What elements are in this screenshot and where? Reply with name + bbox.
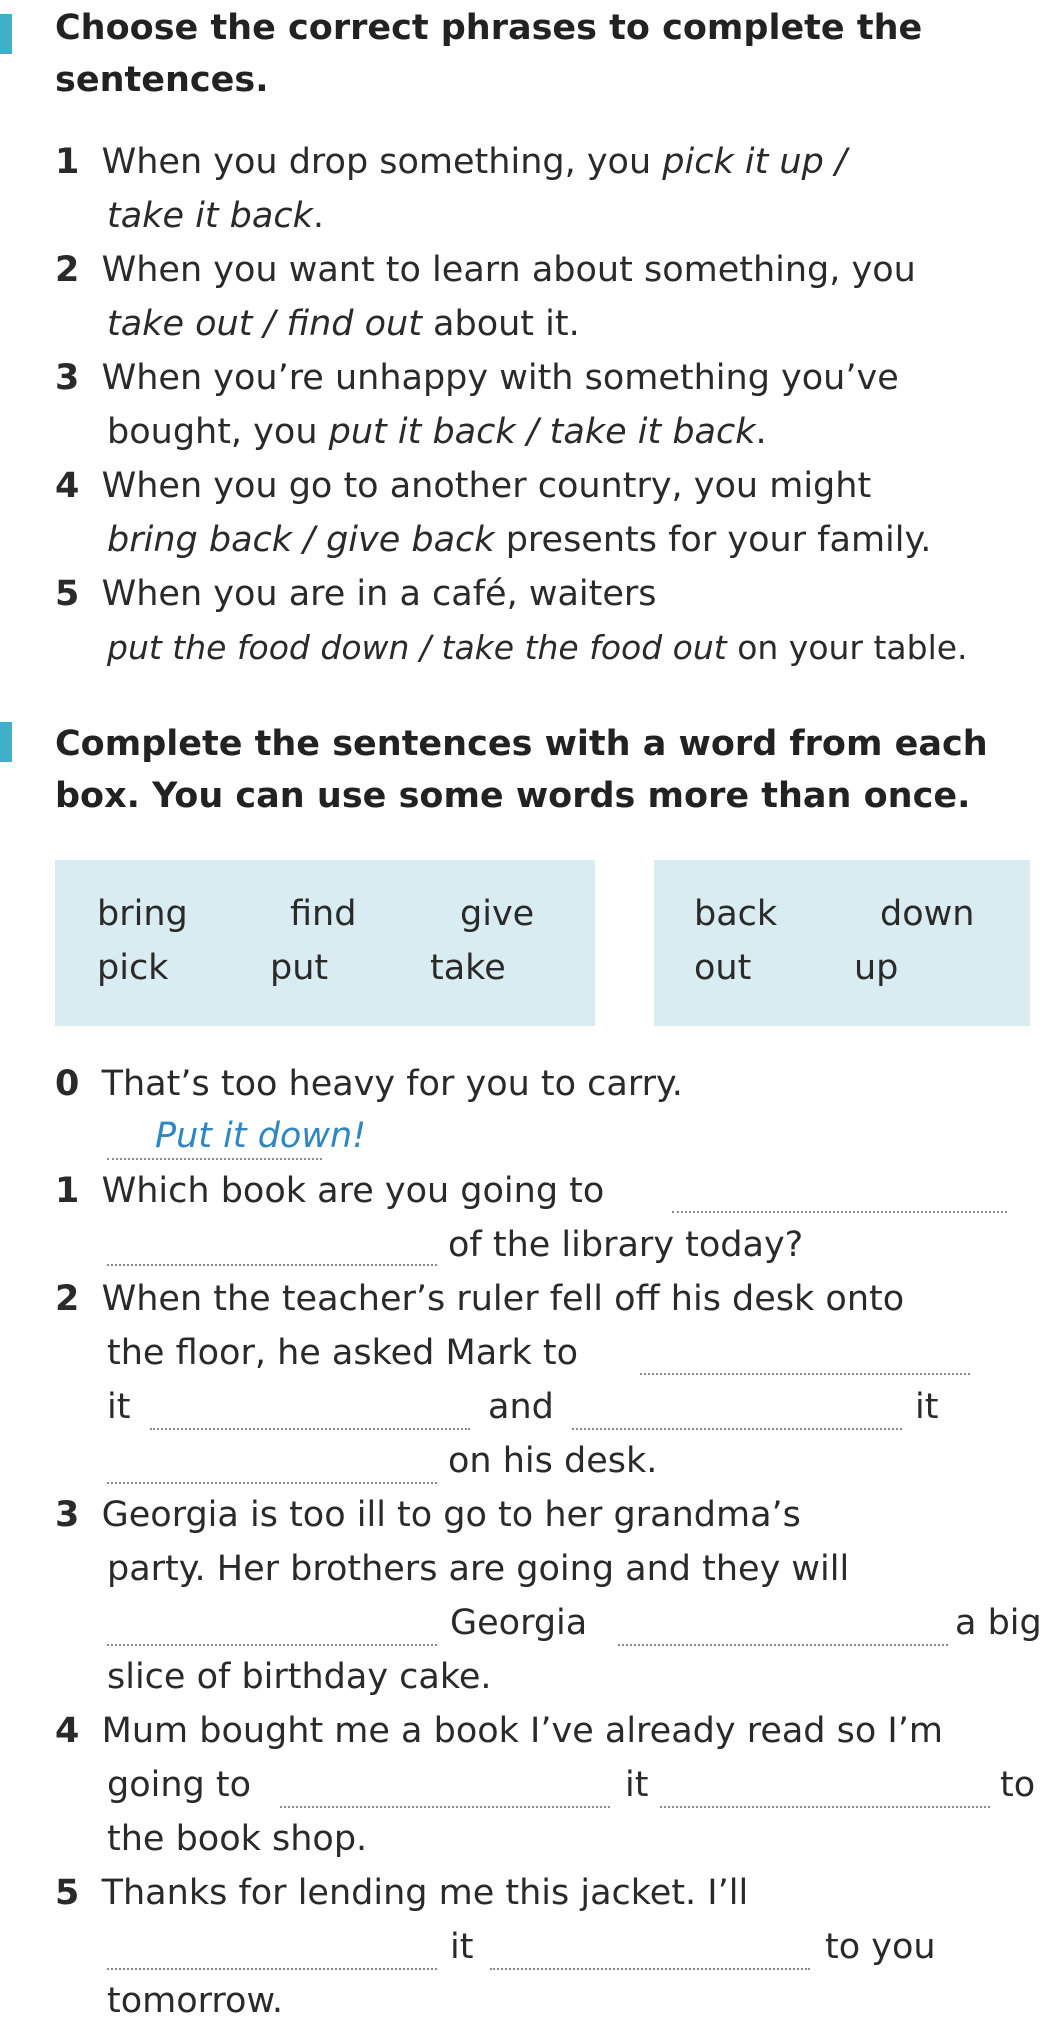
- ex1-item-5-line-1: [55, 568, 657, 620]
- ex2-item-1-line-2: of the library today?: [448, 1225, 804, 1265]
- item-number: 4: [55, 1711, 80, 1751]
- item-text: about it.: [421, 304, 580, 344]
- item-text: Thanks for lending me this jacket. I’ll: [101, 1873, 749, 1913]
- ex1-item-3-line-1: [55, 352, 899, 404]
- item-text: When you’re unhappy with something you’ve: [101, 358, 899, 398]
- ex2-item-5-line-1: [55, 1867, 748, 1919]
- answer-blank[interactable]: [150, 1428, 470, 1430]
- option-phrase: pick it up /: [662, 142, 847, 182]
- ex2-item-5-line-3: tomorrow.: [107, 1981, 283, 2021]
- answer-blank[interactable]: [280, 1806, 610, 1808]
- item-number: 3: [55, 358, 80, 398]
- ex1-item-2-line-2: [107, 298, 580, 350]
- item-number: 1: [55, 1171, 80, 1211]
- item-number: 1: [55, 142, 80, 182]
- item-text: on your table.: [726, 628, 968, 667]
- ex1-item-4-line-2: [107, 514, 931, 566]
- item-text: .: [755, 412, 767, 452]
- ex2-item-4-word-it: it: [625, 1765, 649, 1805]
- item-text: .: [312, 196, 324, 236]
- item-number: 4: [55, 466, 80, 506]
- word-box-particles: [654, 860, 1030, 1026]
- ex1-item-1-line-2: [107, 190, 324, 242]
- ex1-item-2-line-1: [55, 244, 916, 296]
- answer-blank[interactable]: [660, 1806, 990, 1808]
- ex2-item-4-line-1: [55, 1705, 943, 1757]
- item-text: When you drop something, you: [101, 142, 663, 182]
- item-number: 0: [55, 1064, 80, 1104]
- ex1-item-4-line-1: [55, 460, 871, 512]
- ex2-item-3-line-1: [55, 1489, 801, 1541]
- item-text: presents for your family.: [494, 520, 932, 560]
- option-phrase: put the food down / take the food out: [107, 628, 727, 667]
- item-number: 3: [55, 1495, 80, 1535]
- item-text: Mum bought me a book I’ve already read so I’m: [101, 1711, 943, 1751]
- item-text: That’s too heavy for you to carry.: [101, 1064, 683, 1104]
- answer-blank[interactable]: [107, 1968, 437, 1970]
- item-number: 2: [55, 1279, 80, 1319]
- answer-blank[interactable]: [107, 1482, 437, 1484]
- exercise-1-instruction: Choose the correct phrases to complete the sentences.: [55, 8, 923, 100]
- item-number: 2: [55, 250, 80, 290]
- ex1-item-3-line-2: [107, 406, 767, 458]
- ex2-item-2-line-2: the floor, he asked Mark to: [107, 1333, 579, 1373]
- item-text: Georgia is too ill to go to her grandma’s: [101, 1495, 801, 1535]
- ex1-item-1-line-1: [55, 136, 847, 188]
- ex2-item-3-word-georgia: Georgia: [450, 1603, 588, 1643]
- word-box-word: find: [290, 894, 357, 934]
- item-number: 5: [55, 574, 80, 614]
- answer-blank[interactable]: [107, 1264, 437, 1266]
- ex2-item-4-going-to: going to: [107, 1765, 252, 1805]
- word-box-word: give: [460, 894, 535, 934]
- ex2-item-3-line-2: party. Her brothers are going and they will: [107, 1549, 850, 1589]
- option-phrase: put it back / take it back: [328, 412, 756, 452]
- option-phrase: take out / find out: [107, 304, 422, 344]
- ex2-item-2-line-4: on his desk.: [448, 1441, 658, 1481]
- word-box-word: put: [270, 948, 329, 988]
- ex2-item-4-line-3: the book shop.: [107, 1819, 368, 1859]
- ex2-item-2-line-1: [55, 1273, 904, 1325]
- word-box-verbs: [55, 860, 595, 1026]
- answer-blank[interactable]: [490, 1968, 810, 1970]
- ex2-item-1-line-1: [55, 1165, 604, 1217]
- item-text: When you are in a café, waiters: [101, 574, 657, 614]
- option-phrase: take it back: [107, 196, 313, 236]
- ex2-item-2-word-and: and: [488, 1387, 554, 1427]
- answer-blank[interactable]: [640, 1373, 970, 1375]
- item-text: When you go to another country, you might: [101, 466, 872, 506]
- answer-blank[interactable]: [672, 1211, 1007, 1213]
- word-box-word: pick: [97, 948, 169, 988]
- word-box-word: out: [694, 948, 752, 988]
- word-box-word: up: [854, 948, 899, 988]
- ex2-item-2-word-it: it: [107, 1387, 131, 1427]
- example-answer: Put it down!: [155, 1116, 367, 1156]
- item-text: bought, you: [107, 412, 329, 452]
- word-box-word: bring: [97, 894, 188, 934]
- item-text: When you want to learn about something, you: [101, 250, 916, 290]
- answer-blank[interactable]: [618, 1644, 948, 1646]
- ex2-item-5-to-you: to you: [825, 1927, 936, 1967]
- answer-blank[interactable]: [572, 1428, 902, 1430]
- option-phrase: bring back / give back: [107, 520, 495, 560]
- ex1-item-5-line-2: [107, 622, 968, 674]
- ex2-item-5-word-it: it: [450, 1927, 474, 1967]
- ex2-example-line-1: [55, 1058, 683, 1110]
- item-text: Which book are you going to: [101, 1171, 605, 1211]
- ex2-item-4-word-to: to: [1000, 1765, 1036, 1805]
- ex2-item-3-word-a-big: a big: [955, 1603, 1042, 1643]
- word-box-word: down: [880, 894, 975, 934]
- word-box-word: back: [694, 894, 778, 934]
- ex2-item-2-word-it-2: it: [915, 1387, 939, 1427]
- item-number: 5: [55, 1873, 80, 1913]
- item-text: When the teacher’s ruler fell off his desk onto: [101, 1279, 905, 1319]
- word-box-word: take: [430, 948, 506, 988]
- answer-blank[interactable]: [107, 1644, 437, 1646]
- exercise-2-instruction: Complete the sentences with a word from each box. You can use some words more than once.: [55, 724, 988, 816]
- exercise-1-marker: [0, 14, 12, 54]
- ex2-item-3-line-4: slice of birthday cake.: [107, 1657, 492, 1697]
- exercise-2-marker: [0, 722, 12, 762]
